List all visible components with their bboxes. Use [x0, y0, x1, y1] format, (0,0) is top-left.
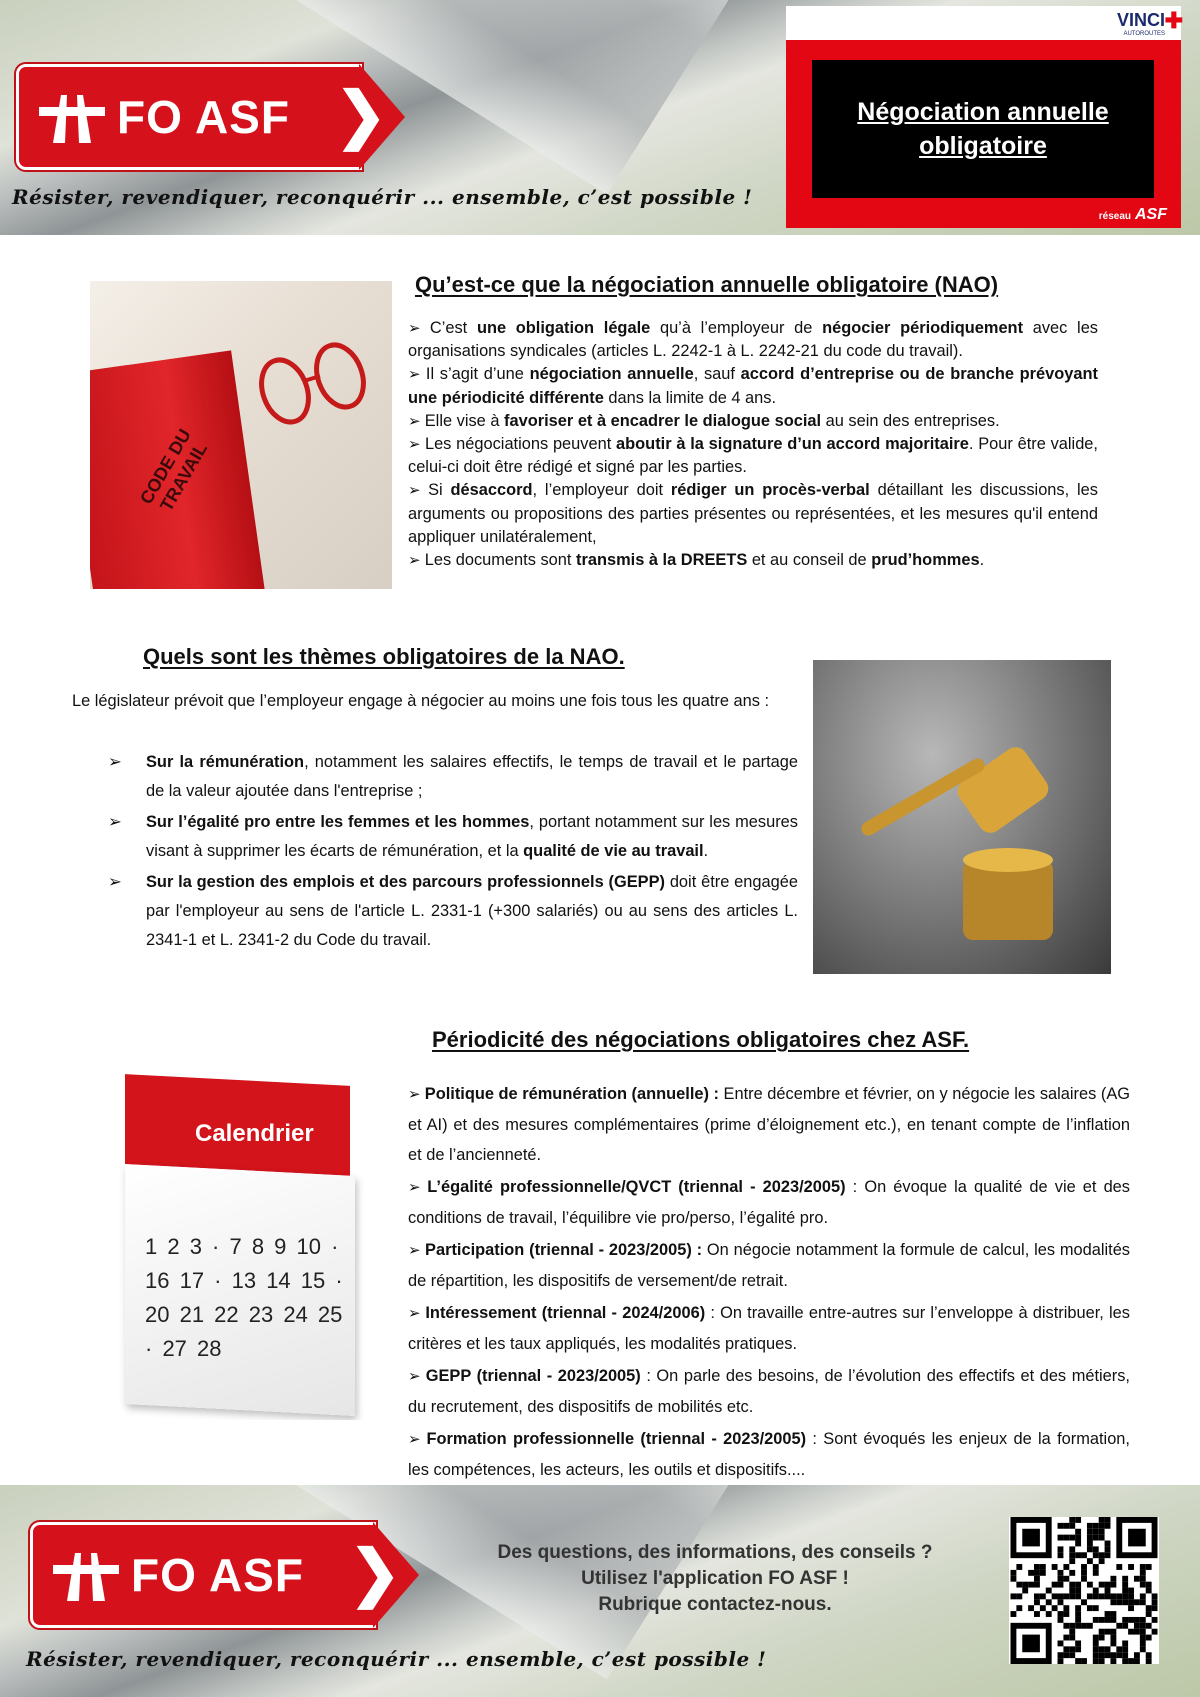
- text-run: , notamment les salaires effectifs, le temps de travail et le partage de la valeur ajoutée dans l'entreprise ;: [146, 753, 799, 800]
- document-title: [812, 60, 1154, 198]
- bullet-paragraph: [408, 1424, 1130, 1485]
- bold-text: accord d’entreprise ou de branche prévoyant une périodicité différente: [408, 365, 1098, 407]
- section1-text: [408, 317, 1098, 572]
- footer-fo-asf-logo: [30, 1522, 401, 1628]
- text-run: On négocie notamment la formule de calcul, les modalités de répartition, les dispositifs de versement/de retrait.: [408, 1241, 1131, 1290]
- bold-text: qualité de vie au travail: [523, 842, 704, 860]
- footer-line-3: Rubrique contactez-nous.: [598, 1594, 832, 1615]
- bold-text: GEPP (triennal - 2023/2005): [425, 1367, 641, 1385]
- text-run: et au conseil de: [747, 551, 872, 570]
- bold-text: négociation annuelle: [529, 365, 694, 384]
- text-run: : On évoque la qualité de vie et des conditions de travail, l’équilibre vie pro/perso, l’égalité pro.: [408, 1178, 1130, 1227]
- arrow-bullet-icon: ➢: [408, 412, 425, 430]
- text-run: : Sont évoqués les enjeux de la formation, les compétences, les acteurs, les outils et dispositifs....: [408, 1430, 1130, 1479]
- bold-text: négocier périodiquement: [822, 319, 1024, 337]
- logo-text: FO ASF: [117, 91, 290, 143]
- theme-item: [108, 748, 798, 806]
- bold-text: Politique de rémunération (annuelle) :: [424, 1085, 719, 1103]
- text-run: , l’employeur doit: [532, 481, 671, 500]
- text-run: Elle vise à: [424, 411, 505, 430]
- text-run: doit être engagée par l'employeur au sens de l'article L. 2331-1 (+300 salariés) ou au sens des articles L. 2341-1 et L. 2341-2 du Code du travail.: [146, 873, 798, 949]
- arrow-bullet-icon: ➢: [408, 1242, 426, 1259]
- bullet-paragraph: [408, 479, 1098, 549]
- text-run: Les documents sont: [424, 551, 576, 570]
- text-run: Entre décembre et février, on y négocie les salaires (AG et AI) et des mesures complémentaires (prime d’éloignement etc.), en tenant compte de l’inflation et de l’ancienneté.: [408, 1085, 1131, 1164]
- text-run: Si: [428, 481, 451, 500]
- bullet-paragraph: [408, 317, 1098, 363]
- bullet-paragraph: [408, 363, 1098, 409]
- motorway-icon: [53, 1549, 119, 1601]
- bullet-paragraph: [408, 1079, 1130, 1170]
- bold-text: transmis à la DREETS: [576, 551, 748, 570]
- arrow-bullet-icon: ➢: [408, 552, 425, 570]
- arrow-bullet-icon: ➢: [408, 1368, 426, 1385]
- gavel-icon: [813, 660, 1111, 974]
- text-run: , portant notamment sur les mesures visant à supprimer les écarts de rémunération, et la: [146, 813, 798, 860]
- text-run: , sauf: [693, 365, 741, 384]
- reseau-label: réseau: [1098, 211, 1131, 222]
- bold-text: désaccord: [450, 481, 533, 500]
- logo-text: FO ASF: [131, 1549, 304, 1601]
- arrow-bullet-icon: ➢: [408, 1431, 427, 1448]
- arrow-bullet-icon: ➢: [408, 320, 430, 337]
- text-run: détaillant les discussions, les arguments ou propositions des parties présentes ou représentées, et les mesures qu'il entend appliquer unilatéralement,: [408, 481, 1098, 546]
- fo-asf-logo: [16, 64, 387, 170]
- motorway-icon: [39, 91, 105, 143]
- chevron-right-icon: ❯: [335, 81, 387, 150]
- bold-text: Formation professionnelle (triennal - 2023/2005): [426, 1430, 807, 1448]
- text-run: : On travaille entre-autres sur l’enveloppe à distribuer, les critères et les taux appliqués, les modalités pratiques.: [408, 1304, 1130, 1353]
- footer-slogan: Résister, revendiquer, reconquérir ... ensemble, c’est possible !: [26, 1647, 767, 1671]
- bold-text: prud’hommes: [871, 551, 980, 570]
- bullet-paragraph: [408, 1361, 1130, 1422]
- footer-contact-text: [440, 1540, 990, 1618]
- arrow-bullet-icon: ➢: [408, 1179, 428, 1196]
- title-line-1: Négociation annuelle: [857, 98, 1109, 126]
- footer-line-1: Des questions, des informations, des conseils ?: [497, 1542, 933, 1563]
- text-run: avec les organisations syndicales (articles L. 2242-1 à L. 2242-21 du code du travail).: [408, 319, 1099, 361]
- text-run: .: [703, 842, 709, 860]
- bullet-paragraph: [408, 410, 1098, 433]
- theme-item: [108, 808, 798, 866]
- book-title: CODE DU TRAVAIL: [136, 425, 212, 515]
- calendar-label: Calendrier: [195, 1120, 314, 1147]
- title-line-2: obligatoire: [919, 132, 1047, 160]
- bold-text: L’égalité professionnelle/QVCT (triennal - 2023/2005): [427, 1178, 846, 1196]
- bold-text: une obligation légale: [476, 319, 651, 337]
- title-box: [786, 6, 1181, 228]
- section3-text: [408, 1079, 1130, 1487]
- bold-text: favoriser et à encadrer le dialogue social: [504, 411, 822, 430]
- theme-item: [108, 868, 798, 955]
- section2-title: Quels sont les thèmes obligatoires de la NAO.: [143, 644, 625, 669]
- chevron-right-icon: ❯: [349, 1539, 401, 1608]
- bullet-paragraph: [408, 1298, 1130, 1359]
- text-run: : On parle des besoins, de l’évolution des effectifs et des métiers, du recrutement, des dispositifs de mobilités etc.: [408, 1367, 1130, 1416]
- section3-title: Périodicité des négociations obligatoires chez ASF.: [432, 1027, 970, 1052]
- bold-text: Participation (triennal - 2023/2005) :: [425, 1241, 703, 1259]
- code-du-travail-image: [90, 281, 392, 589]
- vinci-sub: AUTOROUTES: [1123, 31, 1165, 37]
- bold-text: Sur l’égalité pro entre les femmes et les hommes: [146, 813, 530, 831]
- bold-text: Sur la rémunération: [146, 753, 305, 771]
- section2-intro: Le législateur prévoit que l’employeur engage à négocier au moins une fois tous les quatre ans :: [72, 692, 770, 710]
- vinci-brand: VINCI: [1116, 10, 1165, 30]
- text-run: au sein des entreprises.: [821, 411, 1000, 430]
- arrow-bullet-icon: ➢: [408, 436, 425, 454]
- arrow-bullet-icon: ➢: [408, 482, 429, 500]
- vinci-logo: [1116, 8, 1183, 37]
- arrow-bullet-icon: ➢: [108, 873, 122, 891]
- reseau-asf: [1099, 206, 1167, 224]
- text-run: qu’à l’employeur de: [650, 319, 823, 337]
- arrow-bullet-icon: ➢: [108, 753, 122, 771]
- arrow-bullet-icon: ➢: [408, 1305, 426, 1322]
- arrow-bullet-icon: ➢: [408, 1086, 425, 1103]
- bold-text: Intéressement (triennal - 2024/2006): [425, 1304, 706, 1322]
- bold-text: rédiger un procès-verbal: [670, 481, 870, 500]
- vinci-plus-icon: ✚: [1164, 8, 1183, 33]
- section1-title: Qu’est-ce que la négociation annuelle obligatoire (NAO): [415, 272, 999, 297]
- arrow-bullet-icon: ➢: [108, 813, 122, 831]
- text-run: dans la limite de 4 ans.: [603, 388, 777, 407]
- text-run: . Pour être valide, celui-ci doit être rédigé et signé par les parties.: [408, 435, 1098, 477]
- bold-text: Sur la gestion des emplois et des parcours professionnels (GEPP): [146, 873, 665, 891]
- bullet-paragraph: [408, 433, 1098, 479]
- glasses-icon: [240, 321, 380, 451]
- title-red-panel: [786, 40, 1181, 228]
- bullet-paragraph: [408, 1235, 1130, 1296]
- bullet-paragraph: [408, 1172, 1130, 1233]
- reseau-brand: ASF: [1135, 206, 1167, 223]
- text-run: Les négociations peuvent: [424, 435, 617, 454]
- header-banner: [0, 0, 1200, 235]
- arrow-bullet-icon: ➢: [408, 366, 426, 384]
- qr-code-icon[interactable]: [1009, 1517, 1159, 1664]
- bold-text: aboutir à la signature d’un accord majoritaire: [616, 435, 969, 454]
- text-run: C’est: [429, 319, 477, 337]
- bullet-paragraph: [408, 549, 1098, 572]
- footer-line-2: Utilisez l'application FO ASF !: [581, 1568, 849, 1589]
- themes-list: [108, 748, 798, 957]
- calendar-image: [100, 1070, 385, 1420]
- text-run: Il s’agit d’une: [425, 365, 530, 384]
- calendar-numbers: 1 2 3 · 7 8 9 10 · 16 17 · 13 14 15 · 20 21 22 23 24 25 · 27 28: [145, 1234, 343, 1361]
- text-run: .: [979, 551, 985, 570]
- header-slogan: Résister, revendiquer, reconquérir ... ensemble, c’est possible !: [12, 185, 753, 209]
- gavel-image: [813, 660, 1111, 974]
